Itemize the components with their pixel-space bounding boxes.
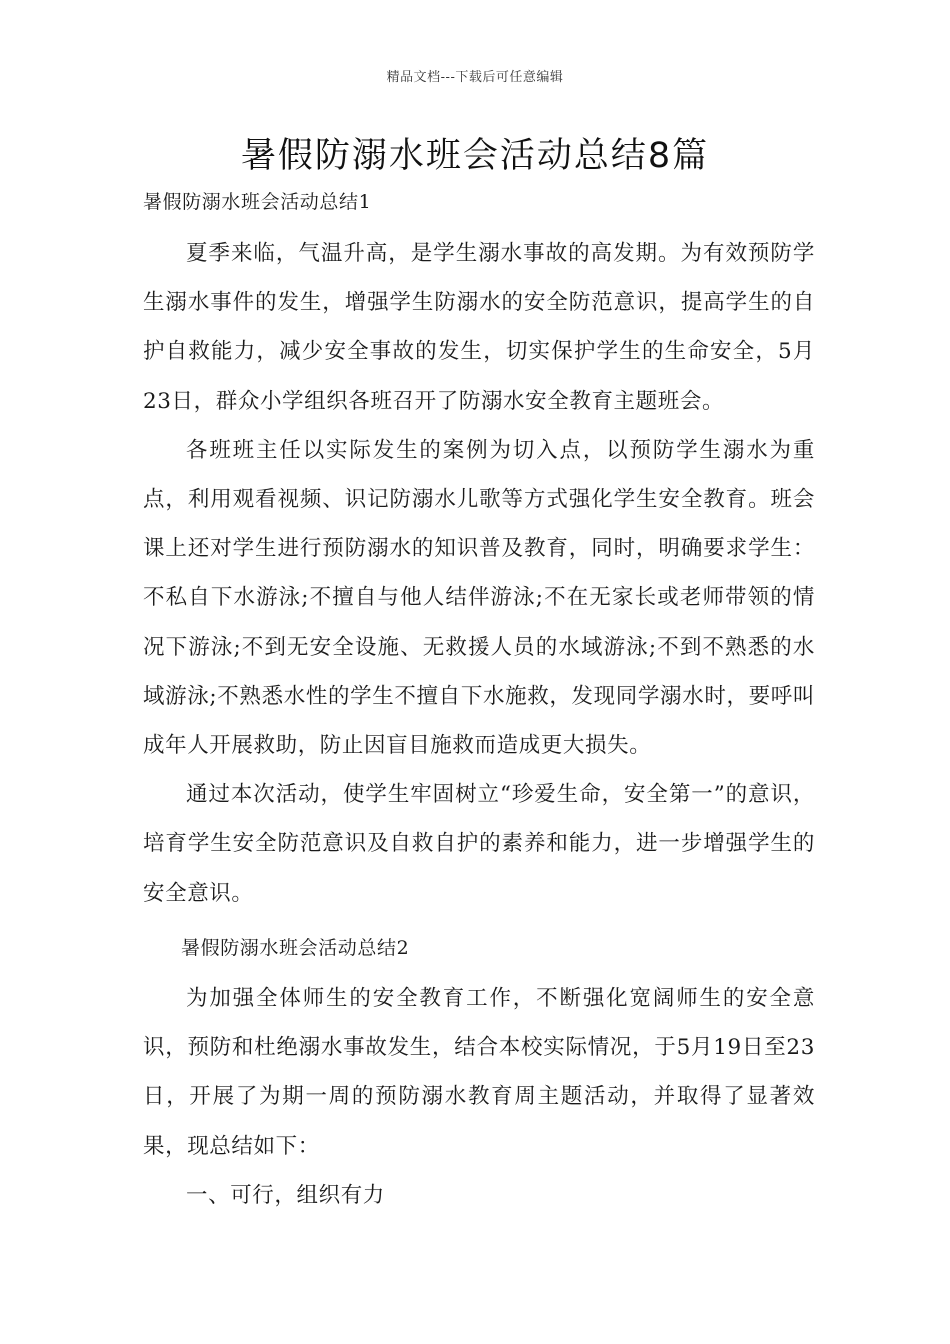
document-title: 暑假防溺水班会活动总结8篇 xyxy=(240,136,710,176)
section2-body xyxy=(143,974,815,1220)
section2-heading: 暑假防溺水班会活动总结2 xyxy=(181,937,410,959)
paragraph: 通过本次活动，使学生牢固树立“珍爱生命，安全第一”的意识，培育学生安全防范意识及自救自护的素养和能力，进一步增强学生的安全意识。 xyxy=(143,782,815,906)
paragraph: 各班班主任以实际发生的案例为切入点，以预防学生溺水为重点，利用观看视频、识记防溺水儿歌等方式强化学生安全教育。班会课上还对学生进行预防溺水的知识普及教育，同时，明确要求学生：不私自下水游泳;不擅自与他人结伴游泳;不在无家长或老师带领的情况下游泳;不到无安全设施、无救援人员的水域游泳;不到不熟悉的水域游泳;不熟悉水性的学生不擅自下水施救，发现同学溺水时，要呼叫成年人开展救助，防止因盲目施救而造成更大损失。 xyxy=(143,437,815,759)
subsection-heading: 一、可行，组织有力 xyxy=(186,1182,385,1208)
paragraph: 为加强全体师生的安全教育工作，不断强化宽阔师生的安全意识，预防和杜绝溺水事故发生，结合本校实际情况，于5月19日至23日，开展了为期一周的预防溺水教育周主题活动，并取得了显著效果，现总结如下： xyxy=(143,986,815,1159)
paragraph: 夏季来临，气温升高，是学生溺水事故的高发期。为有效预防学生溺水事件的发生，增强学生防溺水的安全防范意识，提高学生的自护自救能力，减少安全事故的发生，切实保护学生的生命安全，5月23日，群众小学组织各班召开了防溺水安全教育主题班会。 xyxy=(143,241,815,414)
section1-heading: 暑假防溺水班会活动总结1 xyxy=(143,191,372,213)
header-note: 精品文档---下载后可任意编辑 xyxy=(386,70,564,85)
section1-body xyxy=(143,229,815,918)
